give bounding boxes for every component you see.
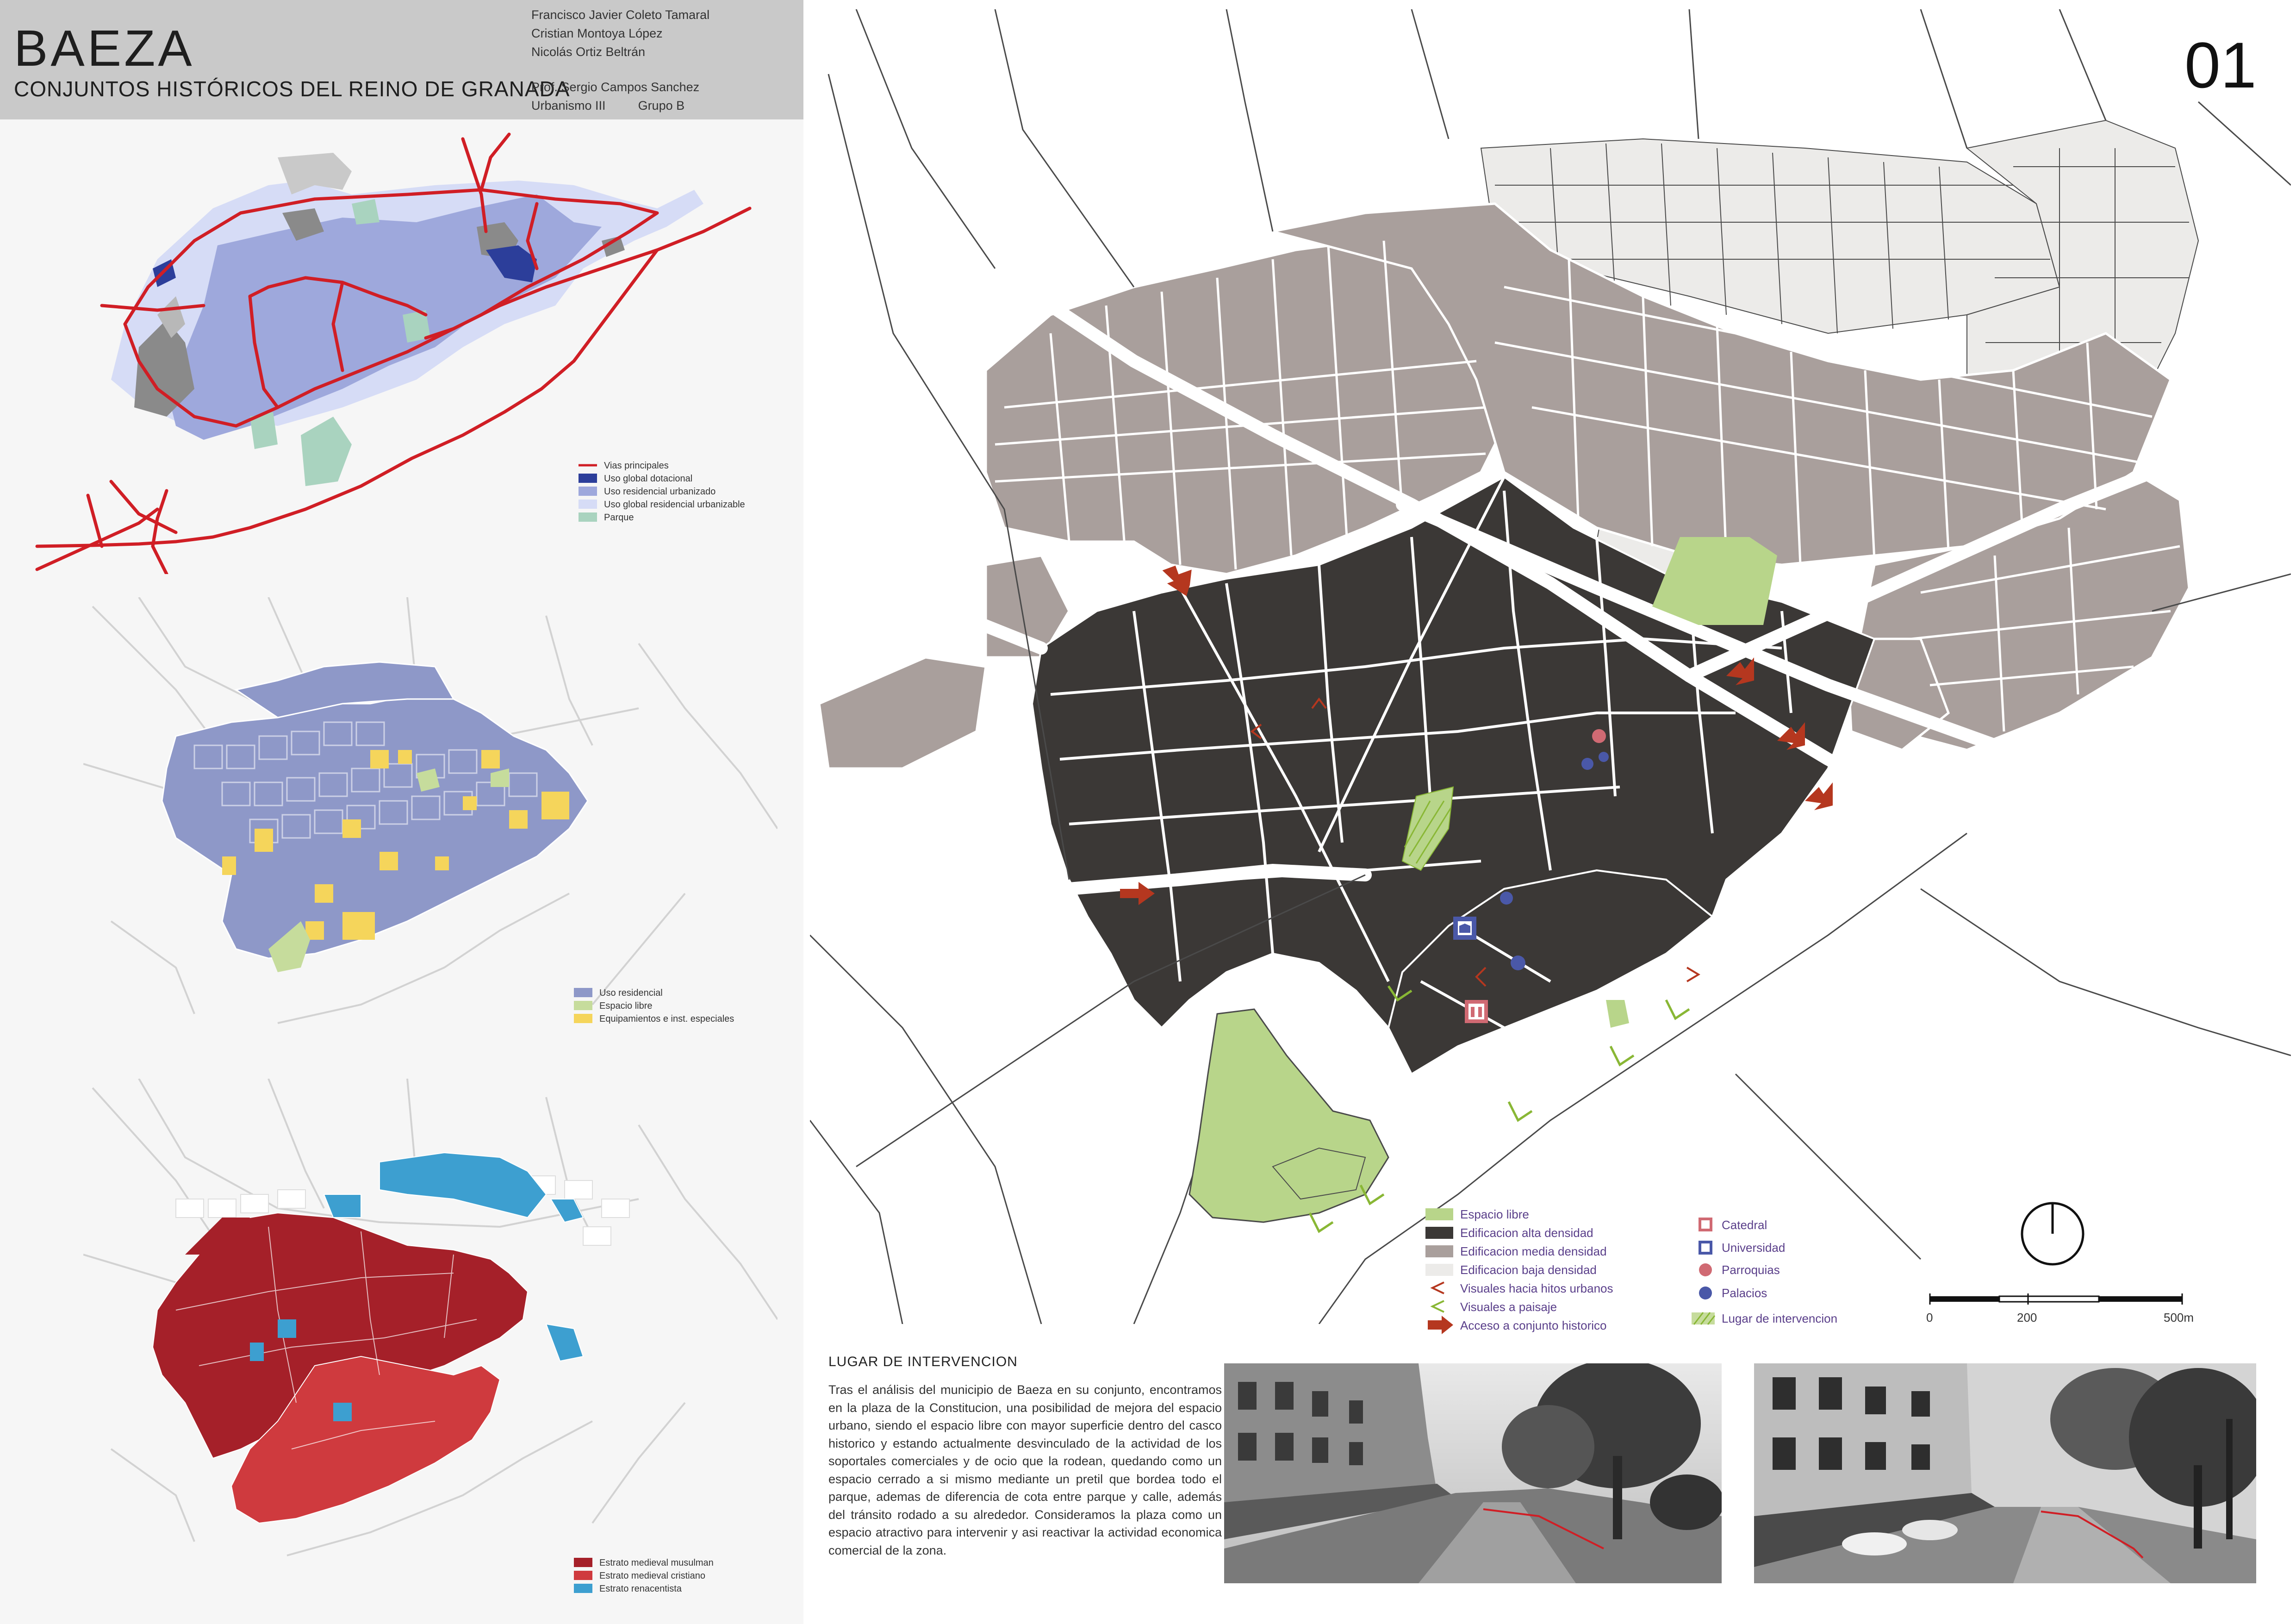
north-arrow-icon <box>2018 1199 2087 1268</box>
scale-tick: 0 <box>1926 1311 1933 1324</box>
cathedral-icon <box>1465 1000 1488 1023</box>
swatch-light <box>1425 1264 1453 1276</box>
palacio-icon <box>1581 758 1593 770</box>
swatch-brown <box>1425 1245 1453 1257</box>
dotacional-swatch <box>579 474 597 483</box>
legend-label: Estrato renacentista <box>599 1584 682 1594</box>
scale-segment <box>1999 1296 2099 1302</box>
land-use-map <box>19 130 796 574</box>
street-photo-2 <box>1754 1363 2256 1583</box>
scale-segment <box>1930 1296 1999 1302</box>
density-map-legend <box>1425 1204 1935 1343</box>
page-title: BAEZA <box>14 20 195 77</box>
intervention-body: Tras el análisis del municipio de Baeza en su conjunto, encontramos en la plaza de la Constitucion, una posibilidad de mejora del espacio urbano, siendo el espacio libre con mayor superficie dentro del casco historico y estando actualmente desvinculado de la actividad de los soportales comerciales y de ocio que la rodean, quedando como un espacio cerrado a si mismo mediante un pretil que bordea todo el parque, ademas de diferencia de cota entre parque y calle, además del tránsito rodado a su alrededor. Consideramos la plaza como un espacio atractivo para intervenir y asi reactivar la actividad economica comercial de la zona. <box>828 1383 1222 1557</box>
legend-label: Visuales hacia hitos urbanos <box>1460 1281 1613 1295</box>
author-name: Francisco Javier Coleto Tamaral <box>531 8 710 22</box>
legend-label: Parque <box>604 512 634 523</box>
chevron-red-icon <box>1432 1282 1444 1293</box>
author-list <box>531 6 709 61</box>
legend-label: Visuales a paisaje <box>1460 1300 1557 1314</box>
university-icon <box>1453 917 1476 940</box>
legend-label: Edificacion media densidad <box>1460 1244 1607 1258</box>
legend-label: Uso global dotacional <box>604 474 693 484</box>
dot-pink-icon <box>1699 1263 1712 1276</box>
scale-tick: 500m <box>2164 1311 2194 1324</box>
legend-label: Palacios <box>1722 1286 1767 1300</box>
strata-legend <box>574 1558 714 1594</box>
legend-label: Estrato medieval cristiano <box>599 1571 705 1581</box>
professor-name: Prof. Sergio Campos Sanchez <box>531 80 700 94</box>
legend-label: Uso global residencial urbanizable <box>604 500 745 510</box>
legend-label: Parroquias <box>1722 1263 1780 1277</box>
header-bar <box>0 0 803 119</box>
scale-segment <box>2099 1296 2182 1302</box>
course-info <box>531 78 699 115</box>
legend-label: Espacio libre <box>1460 1207 1529 1221</box>
legend-label: Vias principales <box>604 461 669 471</box>
building-use-map <box>83 597 778 1042</box>
page-subtitle: CONJUNTOS HISTÓRICOS DEL REINO DE GRANADA <box>14 77 570 101</box>
main-park <box>1189 1009 1388 1222</box>
renacentista-swatch <box>574 1584 592 1593</box>
legend-label: Acceso a conjunto historico <box>1460 1318 1607 1332</box>
parroquia-icon <box>1592 729 1606 743</box>
urbanizado-swatch <box>579 487 597 496</box>
espacio-libre-swatch <box>574 1001 592 1010</box>
legend-label: Universidad <box>1722 1241 1786 1255</box>
legend-label: Edificacion alta densidad <box>1460 1226 1593 1240</box>
group-name: Grupo B <box>638 99 685 112</box>
legend-label: Estrato medieval musulman <box>599 1558 714 1568</box>
historical-strata-map <box>83 1079 778 1611</box>
intervention-title: LUGAR DE INTERVENCION <box>828 1354 1018 1369</box>
scale-tick: 200 <box>2017 1311 2037 1324</box>
page-number: 01 <box>2184 29 2257 101</box>
small-park <box>1606 1000 1629 1028</box>
urbanizable-swatch <box>579 500 597 509</box>
cristiano-swatch <box>574 1571 592 1580</box>
equipamientos-swatch <box>574 1014 592 1023</box>
musulman-swatch <box>574 1558 592 1567</box>
dot-blue-icon <box>1699 1287 1712 1299</box>
palacio-icon <box>1599 752 1609 762</box>
legend-label: Uso residencial urbanizado <box>604 487 716 497</box>
intervention-section <box>828 1354 1222 1559</box>
swatch-green <box>1425 1208 1453 1220</box>
land-use-legend <box>579 461 745 523</box>
park-area <box>352 199 380 225</box>
parque-swatch <box>579 512 597 522</box>
palacio-icon <box>1500 892 1513 905</box>
swatch-dark <box>1425 1227 1453 1239</box>
legend-label: Equipamientos e inst. especiales <box>599 1014 734 1024</box>
density-map <box>810 9 2291 1324</box>
uses-legend <box>574 988 734 1024</box>
palacio-icon <box>1511 956 1525 970</box>
legend-label: Catedral <box>1722 1218 1767 1232</box>
scale-bar <box>1921 1287 2198 1333</box>
author-name: Nicolás Ortiz Beltrán <box>531 45 646 59</box>
street-photo-1 <box>1224 1363 1722 1583</box>
park-area <box>301 417 352 486</box>
legend-label: Uso residencial <box>599 988 663 998</box>
author-name: Cristian Montoya López <box>531 26 663 40</box>
course-name: Urbanismo III <box>531 99 606 112</box>
arrow-icon <box>1428 1316 1453 1334</box>
residencial-swatch <box>574 988 592 997</box>
legend-label: Edificacion baja densidad <box>1460 1263 1597 1277</box>
chevron-green-icon <box>1432 1301 1444 1312</box>
legend-label: Lugar de intervencion <box>1722 1312 1838 1325</box>
legend-label: Espacio libre <box>599 1001 653 1011</box>
